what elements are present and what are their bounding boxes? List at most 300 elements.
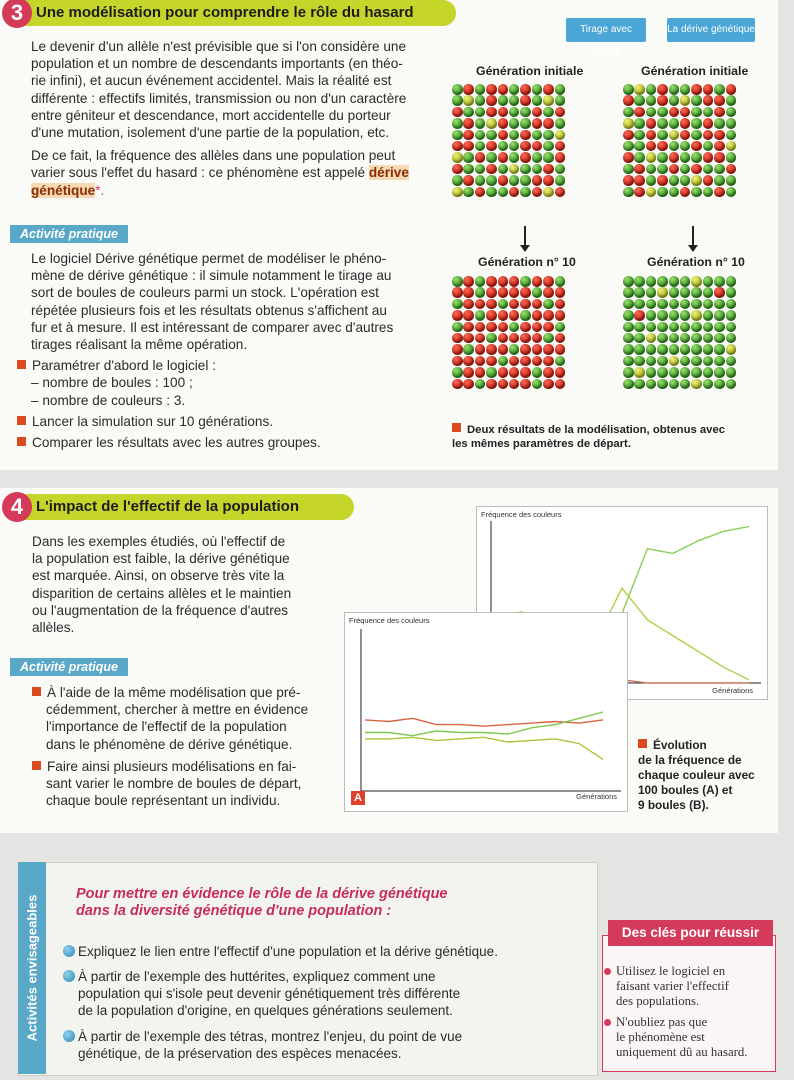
- activities-side-label: Activités envisageables: [24, 894, 40, 1042]
- ball-green: [703, 187, 714, 198]
- ball-red: [703, 152, 714, 163]
- ball-green: [520, 164, 531, 175]
- ball-red: [486, 344, 497, 355]
- ball-green: [498, 299, 509, 310]
- ball-green: [532, 379, 543, 390]
- ball-green: [520, 118, 531, 129]
- ball-red: [498, 118, 509, 129]
- ball-green: [714, 379, 725, 390]
- ball-red: [532, 276, 543, 287]
- ball-green: [691, 356, 702, 367]
- ball-green: [520, 175, 531, 186]
- ball-green: [452, 118, 463, 129]
- ball-red: [703, 175, 714, 186]
- ball-green: [726, 287, 737, 298]
- ball-green: [691, 367, 702, 378]
- ball-green: [509, 322, 520, 333]
- ball-red: [703, 84, 714, 95]
- ball-red: [543, 379, 554, 390]
- ball-red: [646, 118, 657, 129]
- ball-green: [623, 299, 634, 310]
- ball-green: [634, 287, 645, 298]
- keys-item-2: N'oubliez pas que le phénomène est uniquement dû au hasard.: [616, 1015, 748, 1060]
- ball-red: [452, 310, 463, 321]
- ball-red: [646, 130, 657, 141]
- ball-red: [475, 344, 486, 355]
- ball-green: [520, 187, 531, 198]
- ball-green: [714, 299, 725, 310]
- ball-red: [532, 299, 543, 310]
- ball-red: [543, 276, 554, 287]
- ball-green: [669, 344, 680, 355]
- ball-green: [726, 367, 737, 378]
- chart-a-svg: [345, 613, 627, 811]
- ball-green: [486, 152, 497, 163]
- ball-green: [691, 322, 702, 333]
- bullet-square: [17, 437, 26, 446]
- ball-red: [520, 141, 531, 152]
- ball-red: [532, 187, 543, 198]
- ball-red: [657, 175, 668, 186]
- ball-green: [498, 95, 509, 106]
- ball-red: [520, 130, 531, 141]
- ball-green: [703, 141, 714, 152]
- arrow-down-left: [524, 226, 526, 246]
- ball-green: [486, 187, 497, 198]
- ball-green: [680, 356, 691, 367]
- ball-yellow: [543, 187, 554, 198]
- ball-red: [520, 84, 531, 95]
- ball-green: [475, 118, 486, 129]
- ball-red: [498, 344, 509, 355]
- ball-green: [532, 152, 543, 163]
- ball-red: [463, 356, 474, 367]
- ball-green: [726, 379, 737, 390]
- ball-red: [726, 164, 737, 175]
- ball-green: [646, 356, 657, 367]
- ball-green: [543, 107, 554, 118]
- ball-red: [475, 333, 486, 344]
- ball-red: [463, 322, 474, 333]
- ball-green: [555, 84, 566, 95]
- ball-green: [680, 299, 691, 310]
- ball-red: [475, 322, 486, 333]
- ball-red: [532, 333, 543, 344]
- ball-green: [657, 299, 668, 310]
- ball-green: [452, 84, 463, 95]
- ball-red: [703, 118, 714, 129]
- ball-red: [520, 152, 531, 163]
- ball-red: [463, 130, 474, 141]
- ball-red: [680, 118, 691, 129]
- ball-red: [714, 287, 725, 298]
- ball-green: [543, 141, 554, 152]
- ball-green: [634, 130, 645, 141]
- ball-red: [669, 164, 680, 175]
- ball-red: [509, 299, 520, 310]
- ball-red: [714, 141, 725, 152]
- ball-red: [509, 367, 520, 378]
- ball-green: [726, 107, 737, 118]
- ball-green: [463, 344, 474, 355]
- ball-green: [475, 130, 486, 141]
- section-3-activity: Le logiciel Dérive génétique permet de modéliser le phéno- mène de dérive génétique : il simule notamment le tirage au sort de boules de couleurs parmi un stock. L'opération est répétée plusieurs fois et les résultats obtenus s'affichent au fur et à mesure. Il est intéressant de comparer avec d'autres tirages réalisant la même opération. Paramétrer d'abord le logiciel : – nombre de boules : 100 ; – nombre de couleurs : 3. Lancer la simulation sur 10 générations. Comparer les résultats avec les autres groupes.: [31, 250, 426, 451]
- ball-green: [646, 276, 657, 287]
- ball-yellow: [634, 84, 645, 95]
- ball-green: [669, 322, 680, 333]
- ball-green: [680, 344, 691, 355]
- ball-green: [657, 322, 668, 333]
- ball-red: [486, 299, 497, 310]
- activity-bullet-icon: [63, 970, 75, 982]
- ball-green: [680, 84, 691, 95]
- ball-green: [714, 84, 725, 95]
- ball-red: [623, 130, 634, 141]
- section-4-number: 4: [2, 492, 32, 522]
- ball-red: [680, 187, 691, 198]
- ball-red: [463, 367, 474, 378]
- ball-green: [509, 152, 520, 163]
- ball-red: [520, 344, 531, 355]
- ball-red: [532, 322, 543, 333]
- ball-green: [726, 152, 737, 163]
- ball-green: [703, 107, 714, 118]
- ball-green: [623, 333, 634, 344]
- ball-green: [703, 379, 714, 390]
- ball-red: [452, 164, 463, 175]
- ball-green: [680, 379, 691, 390]
- ball-green: [623, 379, 634, 390]
- section-4-intro: Dans les exemples étudiés, où l'effectif de la population est faible, la dérive génétique est marquée. Ainsi, on observe très vite la disparition de certains allèles et le maintien ou l'augmentation de la fréquence d'autres allèles.: [32, 534, 292, 636]
- derive-button[interactable]: La dérive génétique: [667, 18, 755, 42]
- ball-green: [452, 95, 463, 106]
- ball-green: [646, 367, 657, 378]
- ball-green: [669, 276, 680, 287]
- ball-red: [646, 141, 657, 152]
- ball-green: [714, 322, 725, 333]
- ball-green: [657, 130, 668, 141]
- ball-green: [726, 310, 737, 321]
- ball-red: [463, 175, 474, 186]
- ball-yellow: [646, 187, 657, 198]
- ball-red: [463, 287, 474, 298]
- chart-a-letter: A: [351, 791, 365, 805]
- ball-green: [623, 107, 634, 118]
- ball-red: [543, 356, 554, 367]
- ball-green: [657, 310, 668, 321]
- ball-yellow: [691, 310, 702, 321]
- ball-green: [691, 333, 702, 344]
- ball-green: [520, 310, 531, 321]
- ball-red: [543, 367, 554, 378]
- ball-green: [498, 141, 509, 152]
- ball-green: [726, 175, 737, 186]
- ball-red: [555, 107, 566, 118]
- ball-yellow: [691, 276, 702, 287]
- ball-green: [646, 84, 657, 95]
- ball-green: [714, 356, 725, 367]
- ball-red: [634, 164, 645, 175]
- ball-red: [555, 299, 566, 310]
- ball-yellow: [726, 141, 737, 152]
- chart-a-ylabel: Fréquence des couleurs: [349, 616, 430, 625]
- ball-red: [623, 95, 634, 106]
- ball-yellow: [486, 118, 497, 129]
- ball-green: [726, 118, 737, 129]
- ball-red: [543, 287, 554, 298]
- ball-green: [691, 344, 702, 355]
- ball-green: [680, 322, 691, 333]
- ball-red: [555, 187, 566, 198]
- ball-green: [452, 299, 463, 310]
- ball-green: [669, 287, 680, 298]
- ball-green: [646, 379, 657, 390]
- ball-red: [475, 152, 486, 163]
- ball-green: [623, 187, 634, 198]
- ball-red: [555, 310, 566, 321]
- ball-red: [486, 164, 497, 175]
- ball-red: [532, 356, 543, 367]
- ball-green: [657, 152, 668, 163]
- section-4-activity: À l'aide de la même modélisation que pré- cédemment, chercher à mettre en évidence l'importance de l'effectif de la population dans le phénomène de dérive génétique. Faire ainsi plusieurs modélisations en fai- sant varier le nombre de boules de départ, chaque boule représentant un individu.: [46, 684, 336, 809]
- ball-red: [486, 84, 497, 95]
- ball-red: [520, 333, 531, 344]
- ball-green: [703, 322, 714, 333]
- ball-green: [646, 299, 657, 310]
- ball-red: [463, 310, 474, 321]
- ball-red: [634, 175, 645, 186]
- ball-yellow: [669, 130, 680, 141]
- series-line-vert: [365, 712, 603, 736]
- ball-red: [520, 367, 531, 378]
- ball-green: [634, 356, 645, 367]
- ball-green: [520, 276, 531, 287]
- ball-red: [486, 107, 497, 118]
- ball-red: [532, 107, 543, 118]
- ball-green: [703, 333, 714, 344]
- activity-item-2: À partir de l'exemple des huttérites, expliquez comment une population qui s'isole peut devenir génétiquement très différente de la population d'origine, en quelques générations seulement.: [78, 969, 461, 1019]
- ball-green: [543, 299, 554, 310]
- ball-red: [463, 118, 474, 129]
- ball-green: [475, 164, 486, 175]
- gen-initial-label-right: Génération initiale: [641, 64, 749, 78]
- gen-10-label-right: Génération n° 10: [647, 255, 745, 269]
- ball-green: [532, 130, 543, 141]
- ball-yellow: [509, 164, 520, 175]
- ball-green: [555, 276, 566, 287]
- ball-green: [509, 175, 520, 186]
- ball-green: [726, 322, 737, 333]
- ball-red: [714, 187, 725, 198]
- ball-red: [703, 130, 714, 141]
- ball-green: [634, 333, 645, 344]
- ball-grid-gen10-left: [452, 276, 566, 390]
- ball-green: [452, 367, 463, 378]
- activities-heading: Pour mettre en évidence le rôle de la dérive génétique dans la diversité génétique d'une population :: [76, 886, 448, 919]
- ball-yellow: [634, 367, 645, 378]
- ball-green: [680, 175, 691, 186]
- chart-a: [344, 612, 628, 812]
- ball-red: [452, 344, 463, 355]
- ball-green: [646, 95, 657, 106]
- ball-green: [520, 107, 531, 118]
- ball-green: [703, 164, 714, 175]
- ball-green: [691, 152, 702, 163]
- ball-green: [543, 152, 554, 163]
- ball-green: [498, 356, 509, 367]
- axes: [361, 629, 621, 791]
- ball-red: [486, 141, 497, 152]
- ball-green: [634, 276, 645, 287]
- ball-green: [680, 164, 691, 175]
- ball-red: [509, 287, 520, 298]
- key-bullet: [604, 968, 611, 975]
- ball-red: [669, 107, 680, 118]
- ball-green: [669, 333, 680, 344]
- ball-red: [714, 152, 725, 163]
- ball-green: [726, 130, 737, 141]
- ball-green: [623, 141, 634, 152]
- ball-red: [714, 95, 725, 106]
- ball-red: [475, 187, 486, 198]
- ball-green: [680, 367, 691, 378]
- series-line-rouge: [365, 718, 603, 726]
- ball-green: [555, 175, 566, 186]
- ball-green: [703, 299, 714, 310]
- ball-green: [623, 367, 634, 378]
- ball-red: [634, 310, 645, 321]
- ball-red: [509, 187, 520, 198]
- ball-green: [475, 141, 486, 152]
- ball-green: [486, 130, 497, 141]
- ball-green: [463, 164, 474, 175]
- ball-red: [498, 310, 509, 321]
- ball-red: [543, 310, 554, 321]
- ball-green: [714, 118, 725, 129]
- bullet-square: [17, 360, 26, 369]
- ball-red: [486, 276, 497, 287]
- ball-green: [509, 107, 520, 118]
- ball-green: [452, 322, 463, 333]
- ball-grid-initial-right: [623, 84, 737, 198]
- ball-red: [498, 175, 509, 186]
- ball-yellow: [646, 333, 657, 344]
- ball-green: [669, 299, 680, 310]
- section-3-title: Une modélisation pour comprendre le rôle du hasard: [22, 0, 456, 26]
- ball-green: [657, 164, 668, 175]
- ball-red: [463, 84, 474, 95]
- gen-10-label-left: Génération n° 10: [478, 255, 576, 269]
- ball-green: [680, 333, 691, 344]
- ball-red: [532, 310, 543, 321]
- ball-red: [452, 333, 463, 344]
- chart-caption: Évolution de la fréquence de chaque couleur avec 100 boules (A) et 9 boules (B).: [638, 738, 755, 812]
- ball-red: [691, 141, 702, 152]
- ball-green: [703, 344, 714, 355]
- ball-green: [646, 344, 657, 355]
- ball-red: [657, 84, 668, 95]
- ball-red: [486, 322, 497, 333]
- activity-label-3: Activité pratique: [10, 225, 128, 243]
- ball-red: [543, 175, 554, 186]
- ball-green: [657, 187, 668, 198]
- ball-red: [657, 95, 668, 106]
- ball-red: [498, 367, 509, 378]
- ball-green: [669, 379, 680, 390]
- ball-red: [543, 322, 554, 333]
- ball-red: [498, 84, 509, 95]
- ball-red: [452, 287, 463, 298]
- key-bullet: [604, 1019, 611, 1026]
- ball-green: [623, 276, 634, 287]
- ball-green: [623, 310, 634, 321]
- ball-green: [555, 322, 566, 333]
- ball-green: [486, 333, 497, 344]
- ball-red: [555, 141, 566, 152]
- ball-green: [543, 333, 554, 344]
- ball-green: [726, 187, 737, 198]
- ball-green: [509, 344, 520, 355]
- ball-green: [634, 322, 645, 333]
- ball-yellow: [452, 187, 463, 198]
- ball-green: [555, 164, 566, 175]
- ball-red: [452, 356, 463, 367]
- ball-green: [634, 95, 645, 106]
- ball-green: [543, 130, 554, 141]
- ball-red: [486, 310, 497, 321]
- ball-red: [657, 141, 668, 152]
- ball-green: [680, 287, 691, 298]
- ball-green: [691, 107, 702, 118]
- tirage-button[interactable]: Tirage avec remise: [566, 18, 646, 42]
- ball-green: [623, 287, 634, 298]
- ball-red: [543, 118, 554, 129]
- ball-green: [486, 175, 497, 186]
- ball-green: [498, 187, 509, 198]
- bullet-square: [17, 416, 26, 425]
- ball-yellow: [680, 95, 691, 106]
- ball-green: [509, 141, 520, 152]
- ball-green: [532, 95, 543, 106]
- ball-green: [486, 367, 497, 378]
- ball-green: [726, 333, 737, 344]
- ball-red: [452, 141, 463, 152]
- ball-red: [543, 164, 554, 175]
- keys-item-1: Utilisez le logiciel en faisant varier l'effectif des populations.: [616, 964, 729, 1009]
- ball-yellow: [691, 175, 702, 186]
- ball-green: [657, 107, 668, 118]
- ball-green: [623, 322, 634, 333]
- ball-green: [475, 379, 486, 390]
- ball-green: [634, 344, 645, 355]
- ball-green: [703, 310, 714, 321]
- ball-red: [475, 356, 486, 367]
- ball-red: [463, 379, 474, 390]
- ball-green: [646, 310, 657, 321]
- ball-green: [714, 310, 725, 321]
- ball-green: [669, 310, 680, 321]
- ball-green: [634, 118, 645, 129]
- ball-red: [680, 130, 691, 141]
- derive-term: dérive: [368, 165, 409, 181]
- ball-green: [475, 175, 486, 186]
- ball-red: [486, 287, 497, 298]
- ball-green: [669, 367, 680, 378]
- ball-red: [703, 95, 714, 106]
- ball-green: [646, 175, 657, 186]
- ball-green: [691, 130, 702, 141]
- ball-green: [463, 152, 474, 163]
